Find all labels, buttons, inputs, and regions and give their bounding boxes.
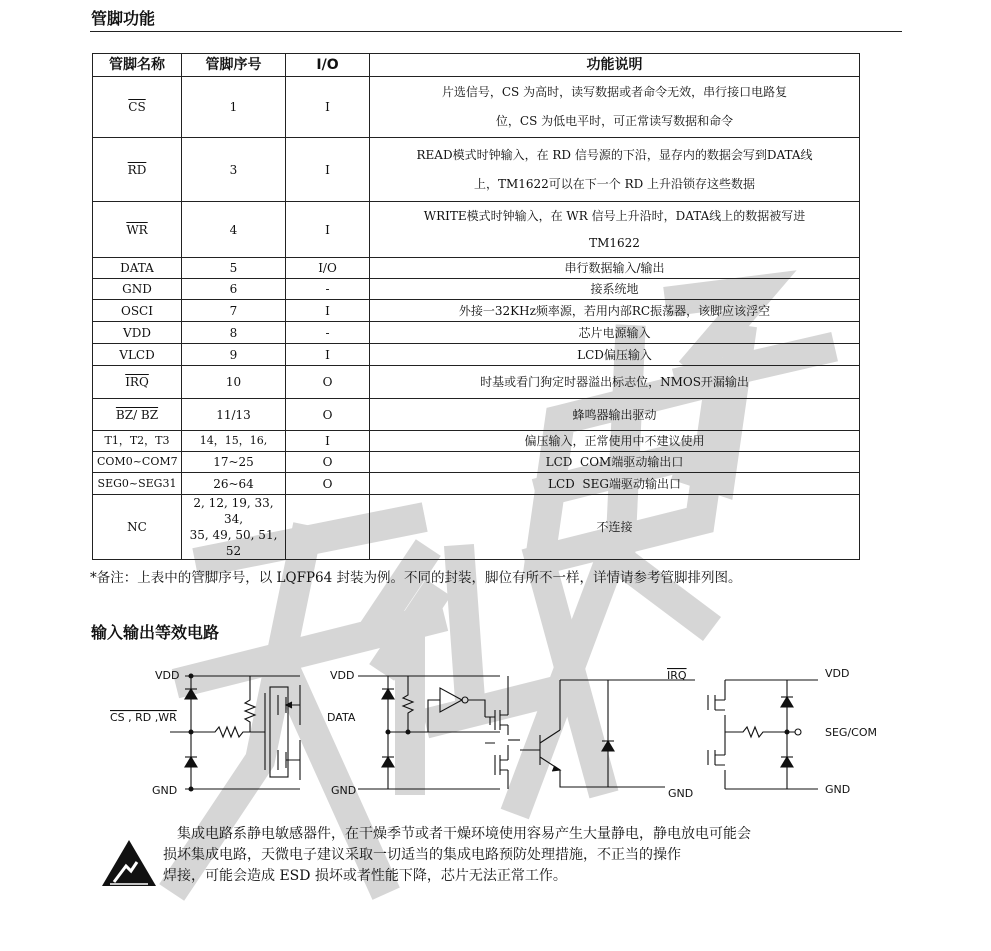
pin-description: 偏压输入，正常使用中不建议使用 [370,431,860,452]
pin-description: WRITE模式时钟输入，在 WR 信号上升沿时，DATA线上的数据被写进 TM1622 [370,202,860,258]
section-title-pin-function: 管脚功能 [91,9,156,28]
pin-io [286,495,370,560]
pin-name: T1，T2，T3 [93,431,182,452]
pin-name: BZ/ BZ [93,399,182,431]
pin-name: COM0~COM7 [93,452,182,473]
pin-number: 9 [182,344,286,366]
pin-number: 26~64 [182,473,286,495]
esd-line-3: 焊接，可能会造成 ESD 损坏或者性能下降，芯片无法正常工作。 [163,868,567,884]
pin-io: I [286,431,370,452]
table-row [93,77,860,138]
pin-number: 6 [182,279,286,300]
pin-number: 17~25 [182,452,286,473]
pin-name: GND [93,279,182,300]
pin-number: 1 [182,77,286,138]
table-row [93,495,860,560]
esd-warning-text [163,824,911,887]
header-pin-name: 管脚名称 [93,54,182,77]
pin-name: OSCI [93,300,182,322]
pin-io: O [286,366,370,399]
pin-name: VDD [93,322,182,344]
pin-io: I [286,202,370,258]
pin-number: 3 [182,138,286,202]
pin-io: I [286,138,370,202]
table-row [93,473,860,495]
pin-number: 7 [182,300,286,322]
pin-name: $\overline{IRQ}$ [93,366,182,399]
pin-description: LCD COM端驱动输出口 [370,452,860,473]
pin-number: 4 [182,202,286,258]
table-row [93,258,860,279]
label-gnd-4: GND [825,783,851,796]
header-rule [90,31,902,32]
label-vdd-1: VDD [155,669,180,682]
pin-number: 10 [182,366,286,399]
pin-io: I/O [286,258,370,279]
table-row [93,279,860,300]
esd-line-1: 集成电路系静电敏感器件，在干燥季节或者干燥环境使用容易产生大量静电，静电放电可能会 [177,826,751,842]
label-irq: IRQ [667,669,687,682]
pin-description: 片选信号，CS 为高时，读写数据或者命令无效，串行接口电路复 位，CS 为低电平时，可正常读写数据和命令 [370,77,860,138]
table-row [93,322,860,344]
table-row [93,431,860,452]
header-pin-number: 管脚序号 [182,54,286,77]
table-footnote: *备注：上表中的管脚序号，以 LQFP64 封装为例。不同的封装，脚位有所不一样，详情请参考管脚排列图。 [90,570,742,586]
pin-description: LCD SEG端驱动输出口 [370,473,860,495]
label-gnd-3: GND [668,787,694,800]
pin-description: 时基或看门狗定时器溢出标志位，NMOS开漏输出 [370,366,860,399]
pin-description: 接系统地 [370,279,860,300]
pin-description: 不连接 [370,495,860,560]
seg-com-circuit [708,667,877,796]
table-row [93,138,860,202]
data-io-circuit [327,669,520,797]
pin-number: 8 [182,322,286,344]
pin-io: I [286,300,370,322]
input-circuit [110,669,300,797]
pin-name: $\overline{RD}$ [93,138,182,202]
pin-io: I [286,344,370,366]
pin-name: VLCD [93,344,182,366]
table-row [93,366,860,399]
pin-io: O [286,473,370,495]
section-title-equivalent-circuit: 输入输出等效电路 [91,623,220,642]
table-row [93,202,860,258]
pin-name: $\overline{WR}$ [93,202,182,258]
pin-description: 蜂鸣器输出驱动 [370,399,860,431]
table-header-row [93,54,860,77]
pin-io: - [286,322,370,344]
pin-number: 5 [182,258,286,279]
label-inputs: CS , RD ,WR [110,711,177,724]
table-row [93,300,860,322]
pin-io: O [286,452,370,473]
label-gnd-1: GND [152,784,178,797]
pin-io: - [286,279,370,300]
pin-number: 2, 12, 19, 33, 34, 35, 49, 50, 51, 52 [182,495,286,560]
pin-name: NC [93,495,182,560]
equivalent-circuit-diagram [90,655,900,805]
irq-circuit [520,669,695,800]
pin-function-table [92,53,860,560]
label-gnd-2: GND [331,784,357,797]
esd-warning-icon [100,838,158,888]
pin-io: I [286,77,370,138]
pin-description: 芯片电源输入 [370,322,860,344]
pin-name: SEG0~SEG31 [93,473,182,495]
pin-description: 外接一32KHz频率源，若用内部RC振荡器，该脚应该浮空 [370,300,860,322]
header-description: 功能说明 [370,54,860,77]
pin-io: O [286,399,370,431]
label-vdd-4: VDD [825,667,850,680]
header-io: I/O [286,54,370,77]
pin-description: LCD偏压输入 [370,344,860,366]
pin-description: READ模式时钟输入，在 RD 信号源的下沿，显存内的数据会写到DATA线 上，TM1622可以在下一个 RD 上升沿锁存这些数据 [370,138,860,202]
label-seg-com: SEG/COM [825,726,877,739]
pin-number: 14，15，16, [182,431,286,452]
pin-description: 串行数据输入/输出 [370,258,860,279]
table-row [93,452,860,473]
esd-line-2: 损坏集成电路，天微电子建议采取一切适当的集成电路预防处理措施，不正当的操作 [163,847,681,863]
pin-name: $\overline{CS}$ [93,77,182,138]
pin-number: 11/13 [182,399,286,431]
label-vdd-2: VDD [330,669,355,682]
table-row [93,344,860,366]
pin-name: DATA [93,258,182,279]
label-data: DATA [327,711,356,724]
table-row [93,399,860,431]
